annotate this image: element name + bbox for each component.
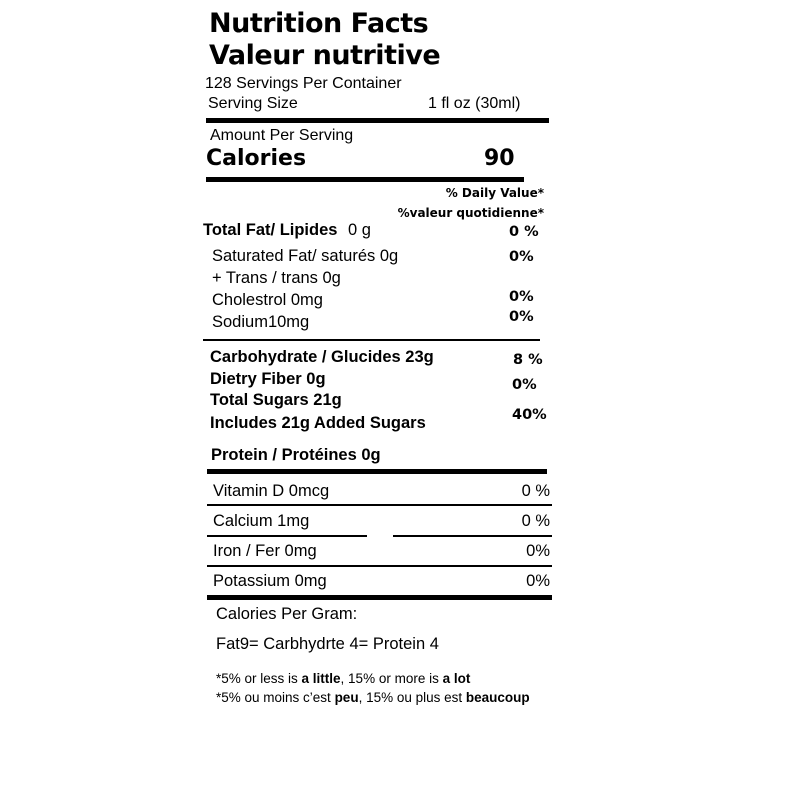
calories-per-gram-label: Calories Per Gram: — [216, 605, 358, 623]
iron-dv: 0% — [526, 542, 550, 560]
thick-divider-calories — [206, 177, 524, 182]
calcium-dv: 0 % — [521, 512, 550, 530]
thick-divider-protein — [207, 469, 547, 474]
calories-per-gram-values: Fat9= Carbhydrte 4= Protein 4 — [216, 635, 439, 653]
saturated-fat-label: Saturated Fat/ saturés 0g — [212, 247, 399, 265]
serving-size-value: 1 fl oz (30ml) — [428, 95, 521, 112]
total-fat-label: Total Fat/ Lipides — [203, 221, 338, 239]
added-sugars-dv: 40% — [512, 407, 547, 423]
potassium-dv: 0% — [526, 572, 550, 590]
divider-iron — [207, 565, 552, 567]
serving-size-label: Serving Size — [208, 95, 298, 112]
amount-per-serving: Amount Per Serving — [210, 127, 354, 144]
saturated-fat-dv: 0% — [509, 249, 534, 265]
trans-fat-label: + Trans / trans 0g — [212, 269, 341, 287]
fiber-label: Dietry Fiber 0g — [210, 370, 326, 388]
iron-label: Iron / Fer 0mg — [213, 542, 317, 560]
carbohydrate-dv: 8 % — [513, 352, 543, 368]
title-french: Valeur nutritive — [209, 40, 441, 71]
divider-calcium-right — [393, 535, 552, 537]
total-sugars-label: Total Sugars 21g — [210, 391, 342, 409]
calories-value: 90 — [484, 146, 515, 171]
cholesterol-dv: 0% — [509, 289, 534, 305]
thick-divider-top — [206, 118, 549, 123]
calcium-label: Calcium 1mg — [213, 512, 310, 530]
fiber-dv: 0% — [512, 377, 537, 393]
title-english: Nutrition Facts — [209, 8, 429, 39]
vitamin-d-label: Vitamin D 0mcg — [213, 482, 330, 500]
total-fat-amount: 0 g — [348, 221, 371, 239]
servings-per-container: 128 Servings Per Container — [205, 75, 402, 92]
total-fat-dv: 0 % — [509, 224, 539, 240]
vitamin-d-dv: 0 % — [521, 482, 550, 500]
calories-label: Calories — [206, 146, 307, 171]
thin-divider-fat — [203, 339, 540, 341]
added-sugars-label: Includes 21g Added Sugars — [210, 414, 426, 432]
divider-vitamin-d — [207, 504, 552, 506]
footnote-english: *5% or less is a little, 15% or more is a lot — [216, 671, 471, 686]
protein-label: Protein / Protéines 0g — [211, 446, 381, 464]
carbohydrate-label: Carbohydrate / Glucides 23g — [210, 348, 434, 366]
footnote-french: *5% ou moins c’est peu, 15% ou plus est beaucoup — [216, 690, 530, 705]
sodium-dv: 0% — [509, 309, 534, 325]
daily-value-header-en: % Daily Value* — [445, 186, 544, 200]
daily-value-header-fr: %valeur quotidienne* — [397, 206, 544, 220]
thick-divider-bottom — [207, 595, 552, 600]
divider-calcium-left — [207, 535, 367, 537]
sodium-label: Sodium10mg — [212, 313, 310, 331]
cholesterol-label: Cholestrol 0mg — [212, 291, 323, 309]
potassium-label: Potassium 0mg — [213, 572, 327, 590]
